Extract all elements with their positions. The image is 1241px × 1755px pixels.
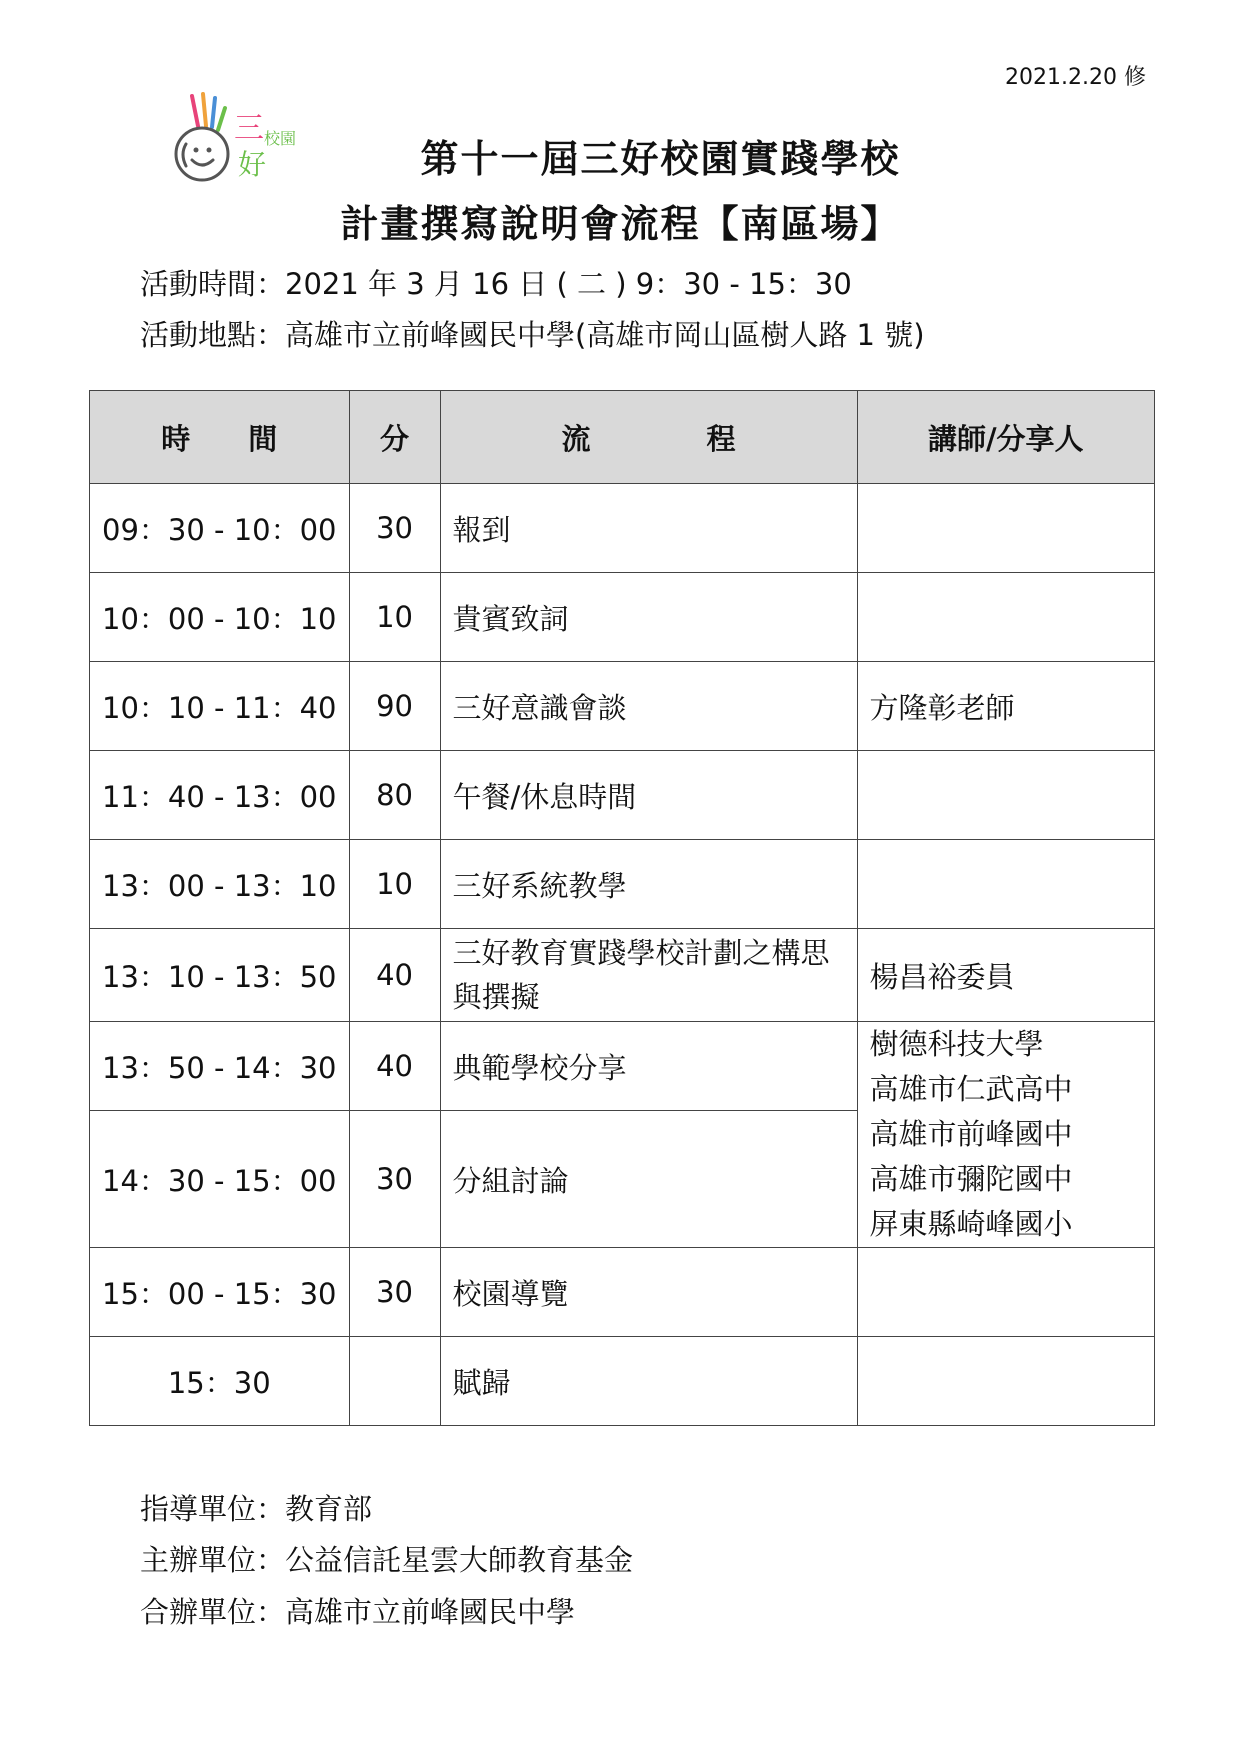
- cell-minutes: 30: [349, 1111, 440, 1248]
- guidance-unit: 指導單位：教育部: [140, 1492, 373, 1526]
- cell-minutes: 10: [349, 573, 440, 662]
- event-time: 活動時間：2021 年 3 月 16 日 ( 二 ) 9：30 - 15：30: [140, 267, 852, 301]
- cell-item: 校園導覽: [440, 1248, 857, 1337]
- page-title-line2: 計畫撰寫說明會流程【南區場】: [340, 202, 901, 246]
- cell-item: 三好意識會談: [440, 662, 857, 751]
- page-title-line1: 第十一屆三好校園實踐學校: [420, 137, 901, 181]
- cell-item: 典範學校分享: [440, 1022, 857, 1111]
- cell-item: 貴賓致詞: [440, 573, 857, 662]
- event-place: 活動地點：高雄市立前峰國民中學(高雄市岡山區樹人路 1 號): [140, 318, 925, 352]
- speaker-line: 高雄市前峰國中: [869, 1117, 1073, 1151]
- table-row: [90, 1022, 1155, 1111]
- cell-item: 賦歸: [440, 1337, 857, 1426]
- cell-time: 15：30: [90, 1337, 350, 1426]
- table-row: [90, 484, 1155, 573]
- cell-speaker: [857, 484, 1154, 573]
- cell-speaker: 楊昌裕委員: [857, 929, 1154, 1022]
- schedule-table: [89, 390, 1155, 1426]
- cell-time: 11：40 - 13：00: [90, 751, 350, 840]
- speaker-line: 高雄市彌陀國中: [869, 1162, 1073, 1196]
- cell-time: 10：10 - 11：40: [90, 662, 350, 751]
- cell-minutes: 30: [349, 1248, 440, 1337]
- cell-time: 13：10 - 13：50: [90, 929, 350, 1022]
- table-row: [90, 662, 1155, 751]
- cell-minutes: 10: [349, 840, 440, 929]
- cell-item: 三好系統教學: [440, 840, 857, 929]
- table-row: [90, 929, 1155, 1022]
- cell-minutes: 30: [349, 484, 440, 573]
- logo-text-small: 校園: [264, 129, 297, 148]
- table-row: [90, 573, 1155, 662]
- cell-minutes: 40: [349, 1022, 440, 1111]
- cell-minutes: 40: [349, 929, 440, 1022]
- header-speaker: 講師/分享人: [857, 391, 1154, 484]
- speaker-line: 屏東縣崎峰國小: [869, 1207, 1073, 1241]
- speaker-line: 樹德科技大學: [869, 1027, 1044, 1061]
- table-row: [90, 751, 1155, 840]
- cell-shared-speakers: [857, 1022, 1154, 1248]
- cell-time: 09：30 - 10：00: [90, 484, 350, 573]
- cell-speaker: [857, 1337, 1154, 1426]
- cell-time: 13：50 - 14：30: [90, 1022, 350, 1111]
- table-row: [90, 1248, 1155, 1337]
- cell-speaker: [857, 751, 1154, 840]
- speaker-line: 高雄市仁武高中: [869, 1072, 1073, 1106]
- organizer-unit: 主辦單位：公益信託星雲大師教育基金: [140, 1543, 634, 1577]
- cell-minutes: 90: [349, 662, 440, 751]
- cell-item: 午餐/休息時間: [440, 751, 857, 840]
- cell-time: 14：30 - 15：00: [90, 1111, 350, 1248]
- logo-text-top: 三: [234, 111, 264, 146]
- logo-text-bottom: 好: [238, 148, 267, 181]
- header-minutes: 分: [349, 391, 440, 484]
- cell-speaker: [857, 573, 1154, 662]
- cell-item: 三好教育實踐學校計劃之構思與撰擬: [440, 929, 857, 1022]
- cell-item: 報到: [440, 484, 857, 573]
- cell-minutes: 80: [349, 751, 440, 840]
- table-row: [90, 840, 1155, 929]
- table-header-row: [90, 391, 1155, 484]
- co-organizer-unit: 合辦單位：高雄市立前峰國民中學: [140, 1595, 576, 1629]
- cell-speaker: 方隆彰老師: [857, 662, 1154, 751]
- revision-date: 2021.2.20 修: [1005, 65, 1146, 90]
- table-row: [90, 1337, 1155, 1426]
- header-time: 時 間: [90, 391, 350, 484]
- cell-item: 分組討論: [440, 1111, 857, 1248]
- cell-minutes: [349, 1337, 440, 1426]
- header-flow: 流 程: [440, 391, 857, 484]
- cell-speaker: [857, 1248, 1154, 1337]
- cell-time: 10：00 - 10：10: [90, 573, 350, 662]
- cell-time: 13：00 - 13：10: [90, 840, 350, 929]
- cell-speaker: [857, 840, 1154, 929]
- cell-time: 15：00 - 15：30: [90, 1248, 350, 1337]
